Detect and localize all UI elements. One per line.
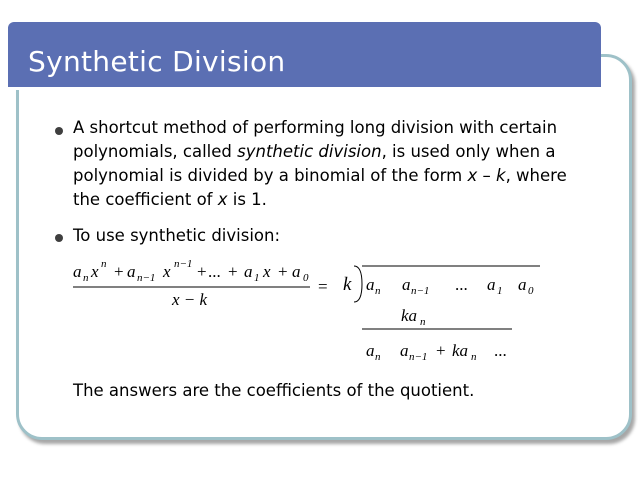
bullet-text-2: To use synthetic division: bbox=[73, 226, 281, 245]
math-superscript: n−1 bbox=[174, 258, 193, 270]
division-bracket bbox=[354, 266, 362, 302]
math-term: a bbox=[127, 262, 136, 281]
product-term: ka bbox=[401, 306, 418, 325]
math-ellipsis: ... bbox=[455, 275, 468, 294]
divisor-k: k bbox=[343, 274, 352, 295]
fraction-denominator: x − k bbox=[172, 290, 208, 309]
variable-x: x bbox=[217, 190, 228, 209]
math-subscript: n bbox=[420, 316, 426, 328]
text-segment: – bbox=[477, 166, 496, 185]
conclusion-text: The answers are the coefficients of the quotient. bbox=[73, 381, 475, 400]
text-segment: A shortcut method of performing long division with certain polynomials, called bbox=[73, 118, 558, 161]
math-subscript: n bbox=[375, 285, 381, 297]
math-term: a bbox=[73, 262, 82, 281]
coefficient: a bbox=[518, 275, 527, 294]
coefficient: a bbox=[487, 275, 496, 294]
math-operator: + bbox=[197, 262, 207, 281]
tableau-row-3 bbox=[366, 341, 507, 363]
math-subscript: 1 bbox=[497, 285, 503, 297]
math-subscript: 0 bbox=[303, 272, 309, 284]
math-term: x bbox=[263, 262, 271, 281]
text-segment: , is used only when a polynomial is divided by a binomial of the form bbox=[73, 142, 556, 185]
variable-x: x bbox=[467, 166, 478, 185]
emphasis-text: synthetic division bbox=[237, 142, 382, 161]
math-subscript: 1 bbox=[254, 272, 260, 284]
math-operator: + bbox=[114, 262, 124, 281]
math-superscript: n bbox=[101, 258, 107, 270]
math-subscript: 0 bbox=[528, 285, 534, 297]
math-term: a bbox=[292, 262, 301, 281]
product-term: ka bbox=[452, 341, 469, 360]
text-segment: , where the coefficient of bbox=[73, 166, 567, 209]
math-subscript: n−1 bbox=[409, 351, 428, 363]
equals-sign: = bbox=[318, 277, 328, 296]
math-term: x bbox=[163, 262, 171, 281]
fraction-numerator bbox=[73, 258, 309, 284]
math-term: a bbox=[244, 262, 253, 281]
coefficient: a bbox=[402, 275, 411, 294]
math-subscript: n−1 bbox=[411, 285, 430, 297]
quotient-coefficient: a bbox=[366, 341, 375, 360]
slide-title: Synthetic Division bbox=[28, 45, 286, 78]
math-subscript: n bbox=[375, 351, 381, 363]
math-subscript: n bbox=[83, 272, 89, 284]
math-subscript: n−1 bbox=[137, 272, 156, 284]
math-ellipsis: ... bbox=[494, 341, 507, 360]
math-subscript: n bbox=[471, 351, 477, 363]
math-operator: + bbox=[278, 262, 288, 281]
text-segment: is 1. bbox=[227, 190, 267, 209]
coefficient: a bbox=[366, 275, 375, 294]
math-ellipsis: ... bbox=[208, 262, 221, 281]
math-operator: + bbox=[436, 341, 446, 360]
tableau-row-2 bbox=[401, 306, 426, 328]
tableau-row-1 bbox=[366, 275, 534, 297]
math-term: x bbox=[91, 262, 99, 281]
variable-k: k bbox=[496, 166, 506, 185]
quotient-coefficient: a bbox=[400, 341, 409, 360]
math-operator: + bbox=[228, 262, 238, 281]
